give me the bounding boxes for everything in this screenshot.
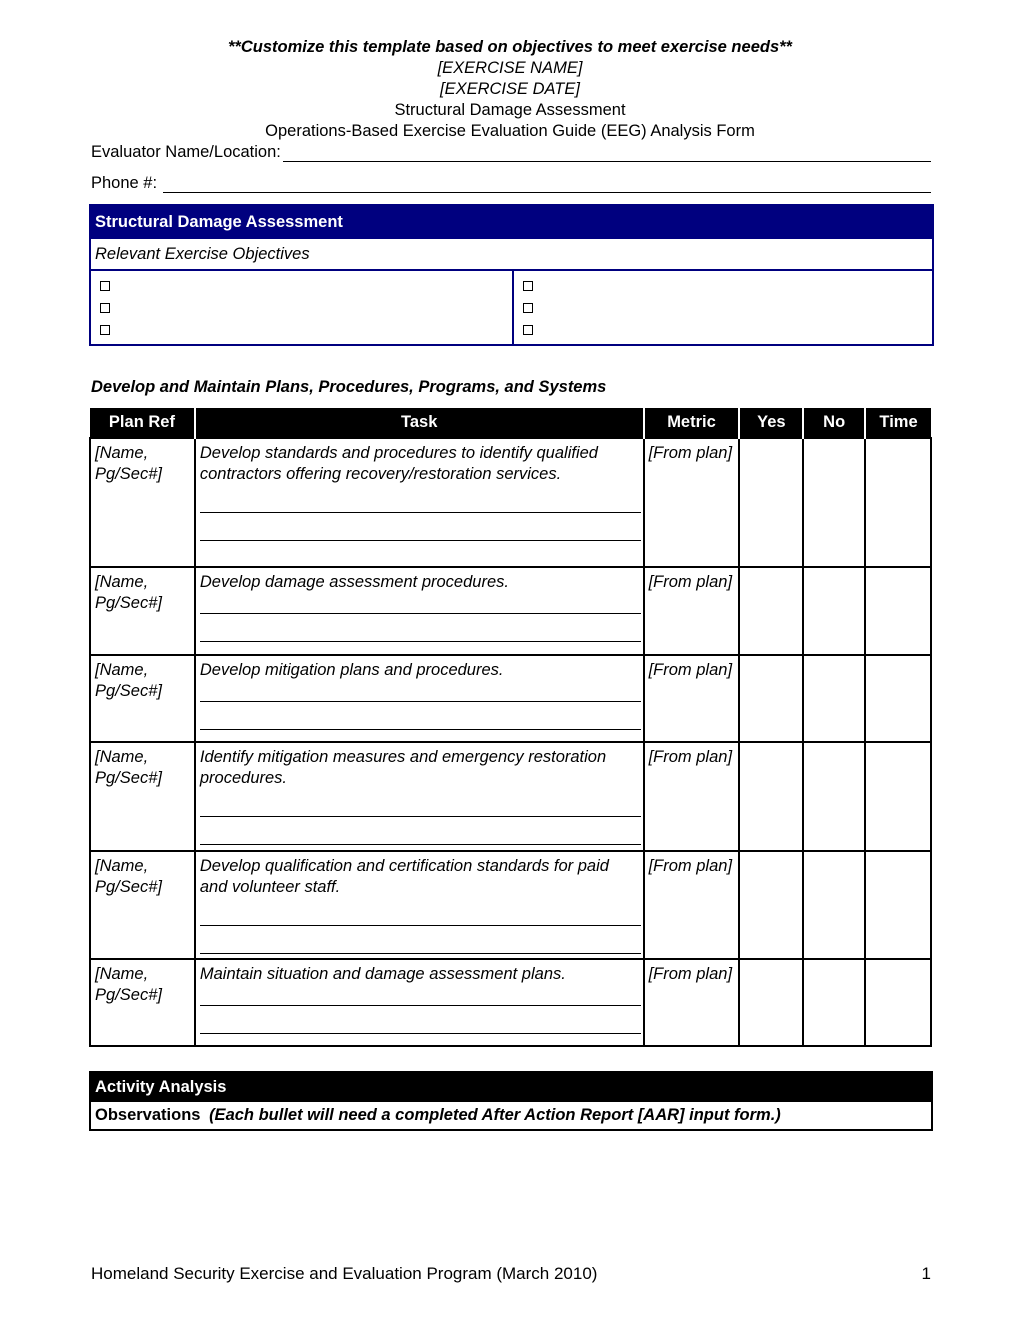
document-header: [0, 37, 1020, 142]
plan-ref-cell: [Name, Pg/Sec#]: [90, 959, 195, 1046]
objectives-right-column: [512, 271, 933, 344]
yes-cell[interactable]: [739, 959, 803, 1046]
plan-ref-cell: [Name, Pg/Sec#]: [90, 567, 195, 655]
customize-note: **Customize this template based on objectives to meet exercise needs**: [228, 38, 792, 56]
activity-analysis-box: [89, 1071, 933, 1131]
notes-line[interactable]: [200, 789, 641, 817]
header-metric: Metric: [644, 408, 740, 438]
notes-line[interactable]: [200, 485, 641, 513]
notes-line[interactable]: [200, 898, 641, 926]
empty-checkbox-icon[interactable]: [523, 281, 533, 291]
empty-checkbox-icon[interactable]: [523, 303, 533, 313]
time-cell[interactable]: [865, 742, 931, 851]
footer-program: Homeland Security Exercise and Evaluation Program (March 2010): [91, 1264, 598, 1283]
table-row: [90, 655, 931, 742]
task-text: Develop mitigation plans and procedures.: [199, 661, 504, 679]
observations-label: Observations: [95, 1106, 201, 1124]
section-title: Develop and Maintain Plans, Procedures, Programs, and Systems: [91, 378, 607, 396]
task-cell: [195, 851, 644, 959]
task-text: Develop damage assessment procedures.: [199, 573, 509, 591]
table-row: [90, 742, 931, 851]
task-cell: [195, 438, 644, 567]
activity-title: Activity Analysis: [91, 1073, 931, 1102]
task-cell: [195, 742, 644, 851]
time-cell[interactable]: [865, 438, 931, 567]
plan-ref-cell: [Name, Pg/Sec#]: [90, 438, 195, 567]
document-title: Structural Damage Assessment: [394, 101, 626, 119]
header-no: No: [803, 408, 865, 438]
notes-line[interactable]: [200, 702, 641, 730]
table-header-row: [90, 408, 931, 438]
header-time: Time: [865, 408, 931, 438]
no-cell[interactable]: [803, 438, 865, 567]
task-cell: [195, 655, 644, 742]
metric-cell: [From plan]: [644, 438, 740, 567]
no-cell[interactable]: [803, 742, 865, 851]
plan-ref-cell: [Name, Pg/Sec#]: [90, 851, 195, 959]
time-cell[interactable]: [865, 567, 931, 655]
evaluator-input-line[interactable]: [283, 145, 931, 162]
metric-cell: [From plan]: [644, 959, 740, 1046]
task-text: Develop standards and procedures to identify qualified contractors offering recovery/restoration services.: [199, 444, 598, 483]
no-cell[interactable]: [803, 567, 865, 655]
table-row: [90, 438, 931, 567]
empty-checkbox-icon[interactable]: [100, 281, 110, 291]
yes-cell[interactable]: [739, 655, 803, 742]
yes-cell[interactable]: [739, 851, 803, 959]
task-text: Develop qualification and certification standards for paid and volunteer staff.: [199, 857, 609, 896]
table-row: [90, 959, 931, 1046]
objectives-left-column: [91, 271, 512, 344]
exercise-name: [EXERCISE NAME]: [437, 59, 583, 77]
yes-cell[interactable]: [739, 438, 803, 567]
page-footer: [91, 1264, 931, 1284]
yes-cell[interactable]: [739, 567, 803, 655]
metric-cell: [From plan]: [644, 742, 740, 851]
capability-title: Structural Damage Assessment: [91, 206, 932, 239]
page-number: 1: [921, 1264, 931, 1283]
header-task: Task: [195, 408, 644, 438]
phone-label: Phone #:: [91, 174, 158, 192]
notes-line[interactable]: [200, 817, 641, 845]
plan-ref-cell: [Name, Pg/Sec#]: [90, 742, 195, 851]
empty-checkbox-icon[interactable]: [100, 325, 110, 335]
time-cell[interactable]: [865, 959, 931, 1046]
observations-row: [91, 1102, 931, 1129]
table-row: [90, 567, 931, 655]
document-subtitle: Operations-Based Exercise Evaluation Guide (EEG) Analysis Form: [265, 122, 755, 140]
time-cell[interactable]: [865, 851, 931, 959]
evaluator-label: Evaluator Name/Location:: [91, 143, 281, 161]
no-cell[interactable]: [803, 851, 865, 959]
task-cell: [195, 959, 644, 1046]
empty-checkbox-icon[interactable]: [100, 303, 110, 313]
capability-box: [89, 204, 934, 346]
no-cell[interactable]: [803, 959, 865, 1046]
empty-checkbox-icon[interactable]: [523, 325, 533, 335]
objectives-grid: [91, 271, 932, 344]
notes-line[interactable]: [200, 926, 641, 954]
metric-cell: [From plan]: [644, 567, 740, 655]
yes-cell[interactable]: [739, 742, 803, 851]
evaluator-field[interactable]: [91, 143, 931, 162]
plan-ref-cell: [Name, Pg/Sec#]: [90, 655, 195, 742]
task-text: Maintain situation and damage assessment plans.: [199, 965, 566, 983]
notes-line[interactable]: [200, 1006, 641, 1034]
observations-note: (Each bullet will need a completed After Action Report [AAR] input form.): [209, 1106, 781, 1124]
no-cell[interactable]: [803, 655, 865, 742]
notes-line[interactable]: [200, 513, 641, 541]
task-table: [89, 408, 932, 1047]
metric-cell: [From plan]: [644, 851, 740, 959]
time-cell[interactable]: [865, 655, 931, 742]
exercise-date: [EXERCISE DATE]: [440, 80, 580, 98]
table-row: [90, 851, 931, 959]
metric-cell: [From plan]: [644, 655, 740, 742]
objectives-label: Relevant Exercise Objectives: [91, 239, 932, 271]
phone-input-line[interactable]: [163, 176, 931, 193]
task-cell: [195, 567, 644, 655]
notes-line[interactable]: [200, 614, 641, 642]
phone-field[interactable]: [91, 174, 931, 193]
task-text: Identify mitigation measures and emergency restoration procedures.: [199, 748, 607, 787]
header-yes: Yes: [739, 408, 803, 438]
header-plan-ref: Plan Ref: [90, 408, 195, 438]
